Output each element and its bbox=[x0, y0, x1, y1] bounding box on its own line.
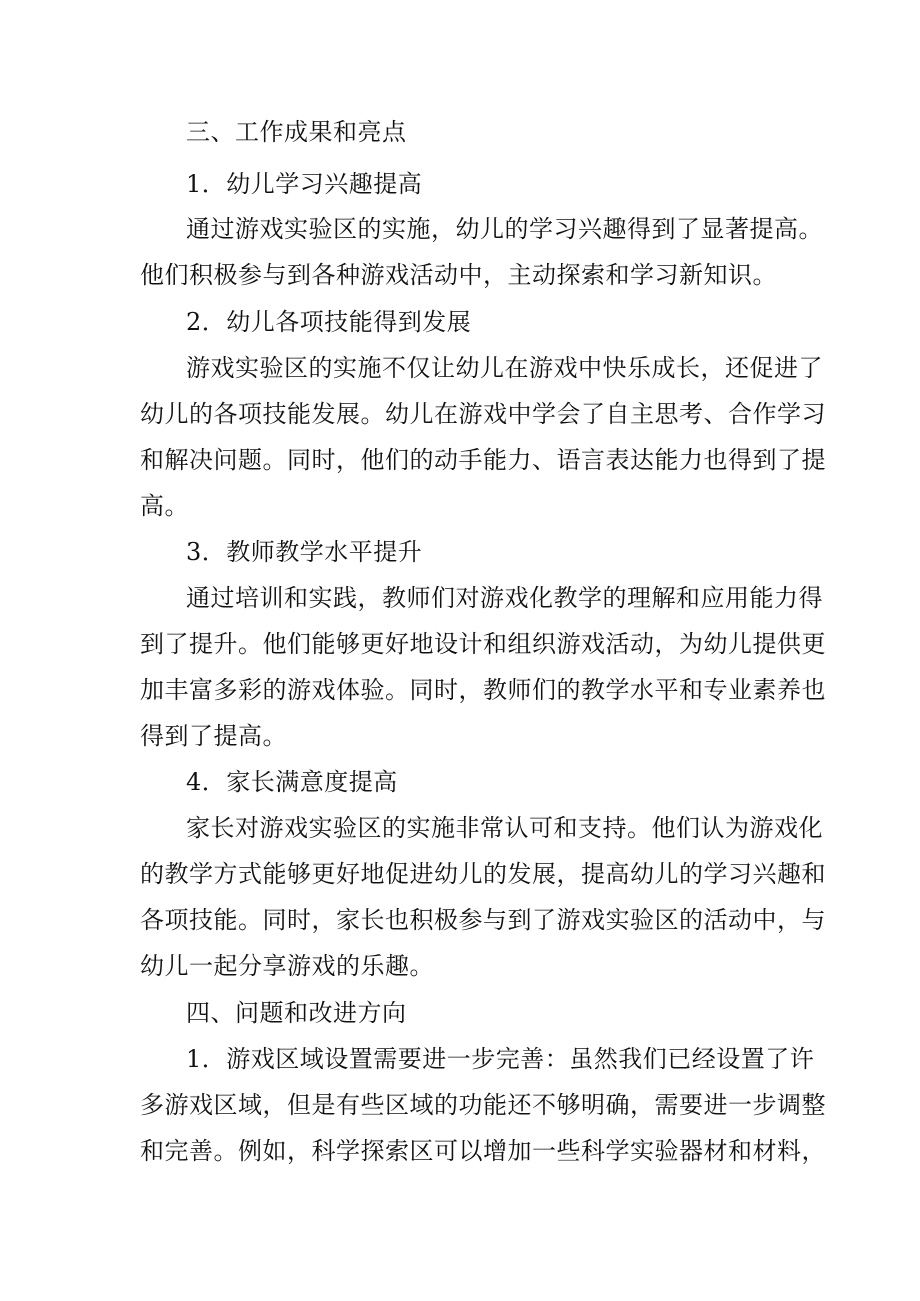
paragraph-line: 通过培训和实践，教师们对游戏化教学的理解和应用能力得 bbox=[186, 584, 823, 612]
subheading-1: 1．幼儿学习兴趣提高 bbox=[186, 170, 423, 198]
paragraph-line: 家长对游戏实验区的实施非常认可和支持。他们认为游戏化 bbox=[186, 814, 823, 842]
subheading-2: 2．幼儿各项技能得到发展 bbox=[186, 308, 472, 336]
paragraph-line: 得到了提高。 bbox=[140, 722, 287, 750]
subheading-4: 4．家长满意度提高 bbox=[186, 768, 398, 796]
paragraph-line: 和解决问题。同时，他们的动手能力、语言表达能力也得到了提 bbox=[140, 446, 826, 474]
paragraph-line: 他们积极参与到各种游戏活动中，主动探索和学习新知识。 bbox=[140, 261, 777, 289]
paragraph-line: 加丰富多彩的游戏体验。同时，教师们的教学水平和专业素养也 bbox=[140, 676, 826, 704]
paragraph-line: 1．游戏区域设置需要进一步完善：虽然我们已经设置了许 bbox=[186, 1045, 815, 1073]
section-heading-3: 三、工作成果和亮点 bbox=[186, 118, 407, 146]
paragraph-line: 各项技能。同时，家长也积极参与到了游戏实验区的活动中，与 bbox=[140, 906, 826, 934]
paragraph-line: 的教学方式能够更好地促进幼儿的发展，提高幼儿的学习兴趣和 bbox=[140, 860, 826, 888]
paragraph-line: 多游戏区域，但是有些区域的功能还不够明确，需要进一步调整 bbox=[140, 1091, 826, 1119]
paragraph-line: 高。 bbox=[140, 492, 189, 520]
paragraph-line: 和完善。例如，科学探索区可以增加一些科学实验器材和材料， bbox=[140, 1137, 826, 1165]
paragraph-line: 幼儿的各项技能发展。幼儿在游戏中学会了自主思考、合作学习 bbox=[140, 400, 826, 428]
paragraph-line: 通过游戏实验区的实施，幼儿的学习兴趣得到了显著提高。 bbox=[186, 215, 823, 243]
paragraph-line: 到了提升。他们能够更好地设计和组织游戏活动，为幼儿提供更 bbox=[140, 630, 826, 658]
section-heading-4: 四、问题和改进方向 bbox=[186, 999, 407, 1027]
subheading-3: 3．教师教学水平提升 bbox=[186, 538, 423, 566]
paragraph-line: 幼儿一起分享游戏的乐趣。 bbox=[140, 952, 434, 980]
paragraph-line: 游戏实验区的实施不仅让幼儿在游戏中快乐成长，还促进了 bbox=[186, 354, 823, 382]
